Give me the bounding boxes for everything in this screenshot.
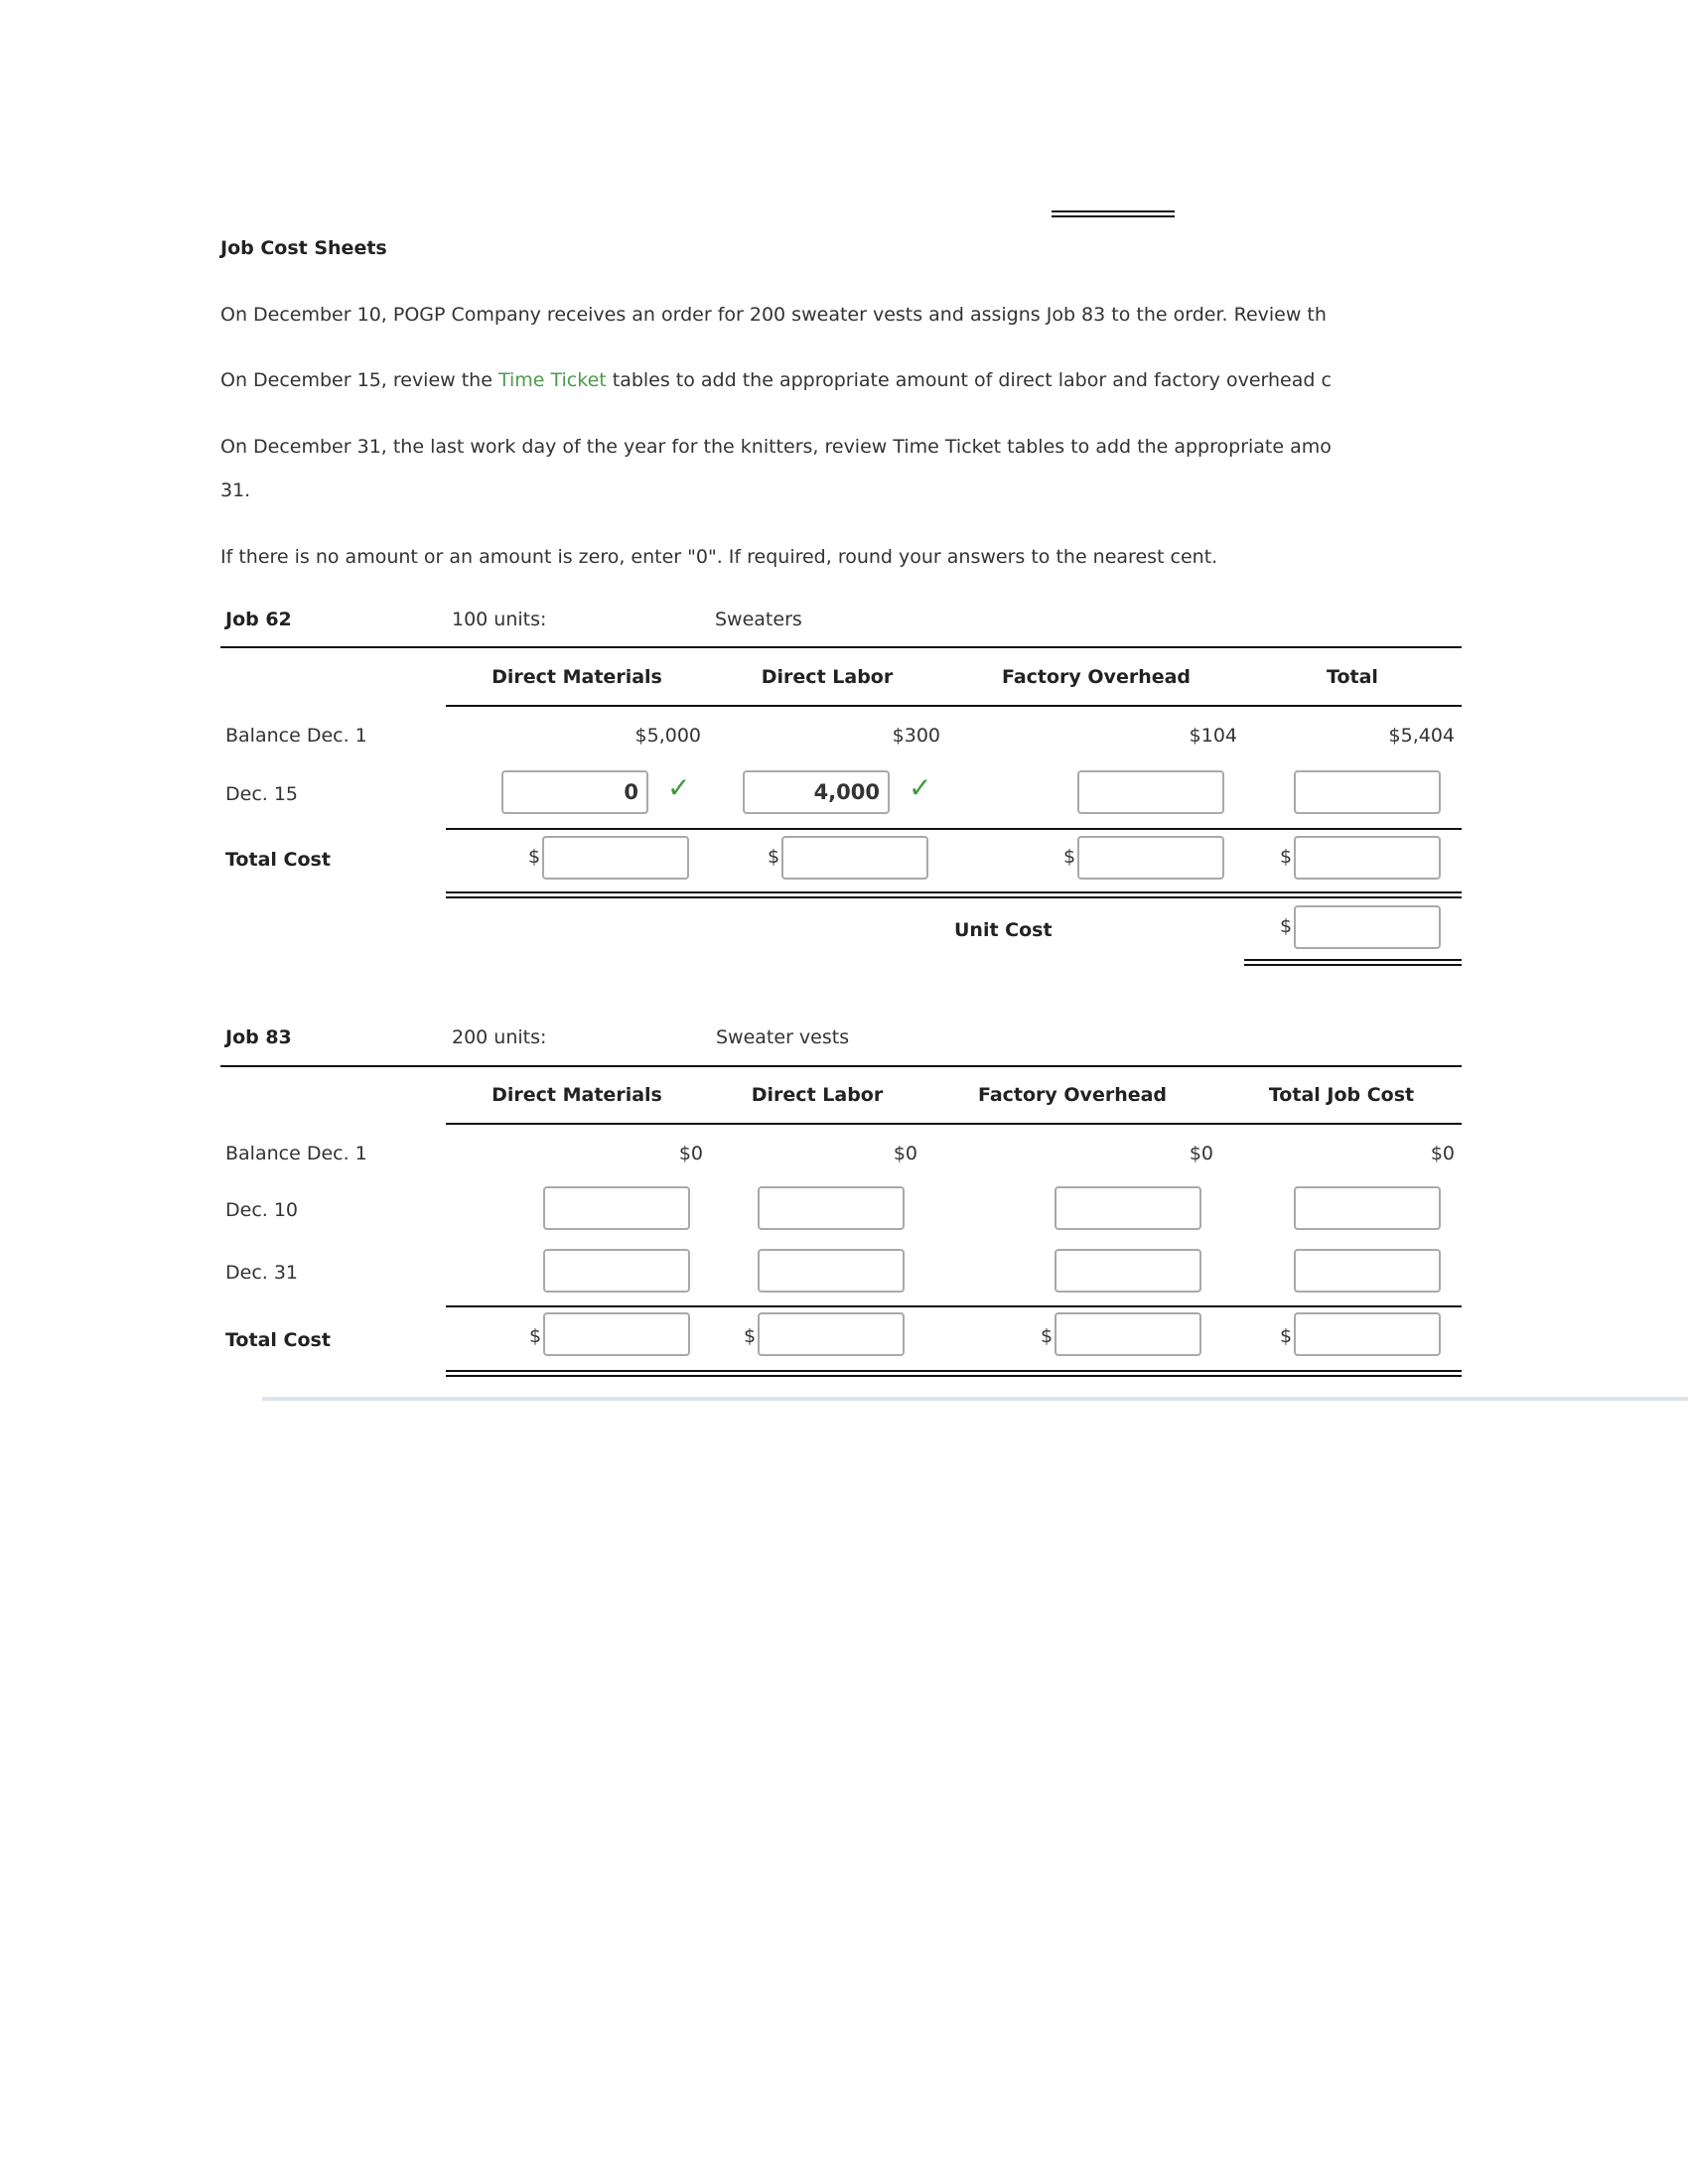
double-rule — [446, 891, 1462, 898]
row-label-dec15: Dec. 15 — [225, 783, 299, 805]
product-name: Sweater vests — [716, 1026, 850, 1048]
product-name: Sweaters — [715, 609, 802, 630]
row-label-total-cost: Total Cost — [225, 1329, 331, 1351]
instruction-p1: On December 10, POGP Company receives an order for 200 sweater vests and assigns Job 83 to the order. Review th — [220, 304, 1327, 326]
rule — [446, 828, 1462, 830]
time-ticket-link[interactable]: Time Ticket — [497, 369, 607, 391]
balance-value-direct-labor: $0 — [893, 1143, 917, 1164]
rule — [220, 1065, 1462, 1067]
currency-symbol: $ — [1280, 846, 1293, 868]
page-title: Job Cost Sheets — [220, 237, 387, 259]
column-header-direct-labor: Direct Labor — [751, 1084, 884, 1106]
instruction-p3-cont: 31. — [220, 479, 251, 501]
column-header-direct-materials: Direct Materials — [492, 666, 662, 688]
rule — [446, 1305, 1462, 1307]
checkmark-icon: ✓ — [667, 771, 691, 804]
total-cost-input-total[interactable] — [1294, 836, 1441, 880]
p2-text-before: On December 15, review the — [220, 369, 498, 391]
column-header-factory-overhead: Factory Overhead — [977, 1084, 1168, 1106]
units-label: 200 units: — [452, 1026, 547, 1048]
total-cost-input-direct-labor[interactable] — [781, 836, 928, 880]
total-cost-input-direct-materials[interactable] — [542, 836, 689, 880]
total-cost-input-total-job-cost[interactable] — [1294, 1312, 1441, 1356]
column-header-total-job-cost: Total Job Cost — [1268, 1084, 1415, 1106]
currency-symbol: $ — [529, 1325, 542, 1347]
dec10-input-total-job-cost[interactable] — [1294, 1186, 1441, 1230]
dec31-input-total-job-cost[interactable] — [1294, 1249, 1441, 1293]
dec15-input-total[interactable] — [1294, 770, 1441, 814]
balance-value-total-job-cost: $0 — [1430, 1143, 1455, 1164]
currency-symbol: $ — [1280, 1325, 1293, 1347]
balance-value-factory-overhead: $104 — [1189, 725, 1237, 747]
dec31-input-direct-labor[interactable] — [758, 1249, 905, 1293]
dec15-input-factory-overhead[interactable] — [1077, 770, 1224, 814]
instruction-p4: If there is no amount or an amount is zero, enter "0". If required, round your answers to the nearest cent. — [220, 546, 1218, 568]
total-cost-input-direct-labor[interactable] — [758, 1312, 905, 1356]
currency-symbol: $ — [768, 846, 780, 868]
rule — [446, 1123, 1462, 1125]
row-label-balance: Balance Dec. 1 — [225, 725, 367, 747]
checkmark-icon: ✓ — [909, 771, 932, 804]
currency-symbol: $ — [1280, 915, 1293, 937]
balance-value-factory-overhead: $0 — [1189, 1143, 1213, 1164]
rule — [446, 705, 1462, 707]
balance-value-direct-materials: $0 — [678, 1143, 703, 1164]
column-header-direct-labor: Direct Labor — [761, 666, 894, 688]
total-cost-input-factory-overhead[interactable] — [1055, 1312, 1201, 1356]
column-header-total: Total — [1327, 666, 1378, 688]
currency-symbol: $ — [1063, 846, 1076, 868]
row-label-balance: Balance Dec. 1 — [225, 1143, 367, 1164]
currency-symbol: $ — [1041, 1325, 1054, 1347]
instruction-p2 — [220, 368, 1332, 392]
dec10-input-direct-labor[interactable] — [758, 1186, 905, 1230]
unit-cost-input[interactable] — [1294, 905, 1441, 949]
unit-cost-label: Unit Cost — [954, 919, 1053, 941]
job-number: Job 62 — [225, 609, 292, 630]
currency-symbol: $ — [528, 846, 541, 868]
dec15-input-direct-labor[interactable]: 4,000 — [743, 770, 890, 814]
total-cost-input-direct-materials[interactable] — [543, 1312, 690, 1356]
job-number: Job 83 — [225, 1026, 292, 1048]
balance-value-direct-materials: $5,000 — [634, 725, 701, 747]
dec31-input-factory-overhead[interactable] — [1055, 1249, 1201, 1293]
rule — [220, 646, 1462, 648]
instruction-p3: On December 31, the last work day of the year for the knitters, review Time Ticket tables to add the appropriate amo — [220, 436, 1332, 458]
double-rule — [1244, 959, 1462, 966]
column-header-direct-materials: Direct Materials — [492, 1084, 662, 1106]
row-label-dec10: Dec. 10 — [225, 1199, 299, 1221]
balance-value-total: $5,404 — [1388, 725, 1455, 747]
balance-value-direct-labor: $300 — [892, 725, 940, 747]
total-cost-input-factory-overhead[interactable] — [1077, 836, 1224, 880]
decorative-double-rule — [1052, 210, 1175, 217]
row-label-total-cost: Total Cost — [225, 849, 331, 871]
dec31-input-direct-materials[interactable] — [543, 1249, 690, 1293]
units-label: 100 units: — [452, 609, 547, 630]
column-header-factory-overhead: Factory Overhead — [1001, 666, 1192, 688]
double-rule — [446, 1370, 1462, 1377]
p2-text-after: tables to add the appropriate amount of direct labor and factory overhead c — [606, 369, 1332, 391]
dec10-input-factory-overhead[interactable] — [1055, 1186, 1201, 1230]
currency-symbol: $ — [744, 1325, 757, 1347]
dec10-input-direct-materials[interactable] — [543, 1186, 690, 1230]
dec15-input-direct-materials[interactable]: 0 — [501, 770, 648, 814]
section-divider — [262, 1397, 1688, 1401]
row-label-dec31: Dec. 31 — [225, 1262, 299, 1284]
